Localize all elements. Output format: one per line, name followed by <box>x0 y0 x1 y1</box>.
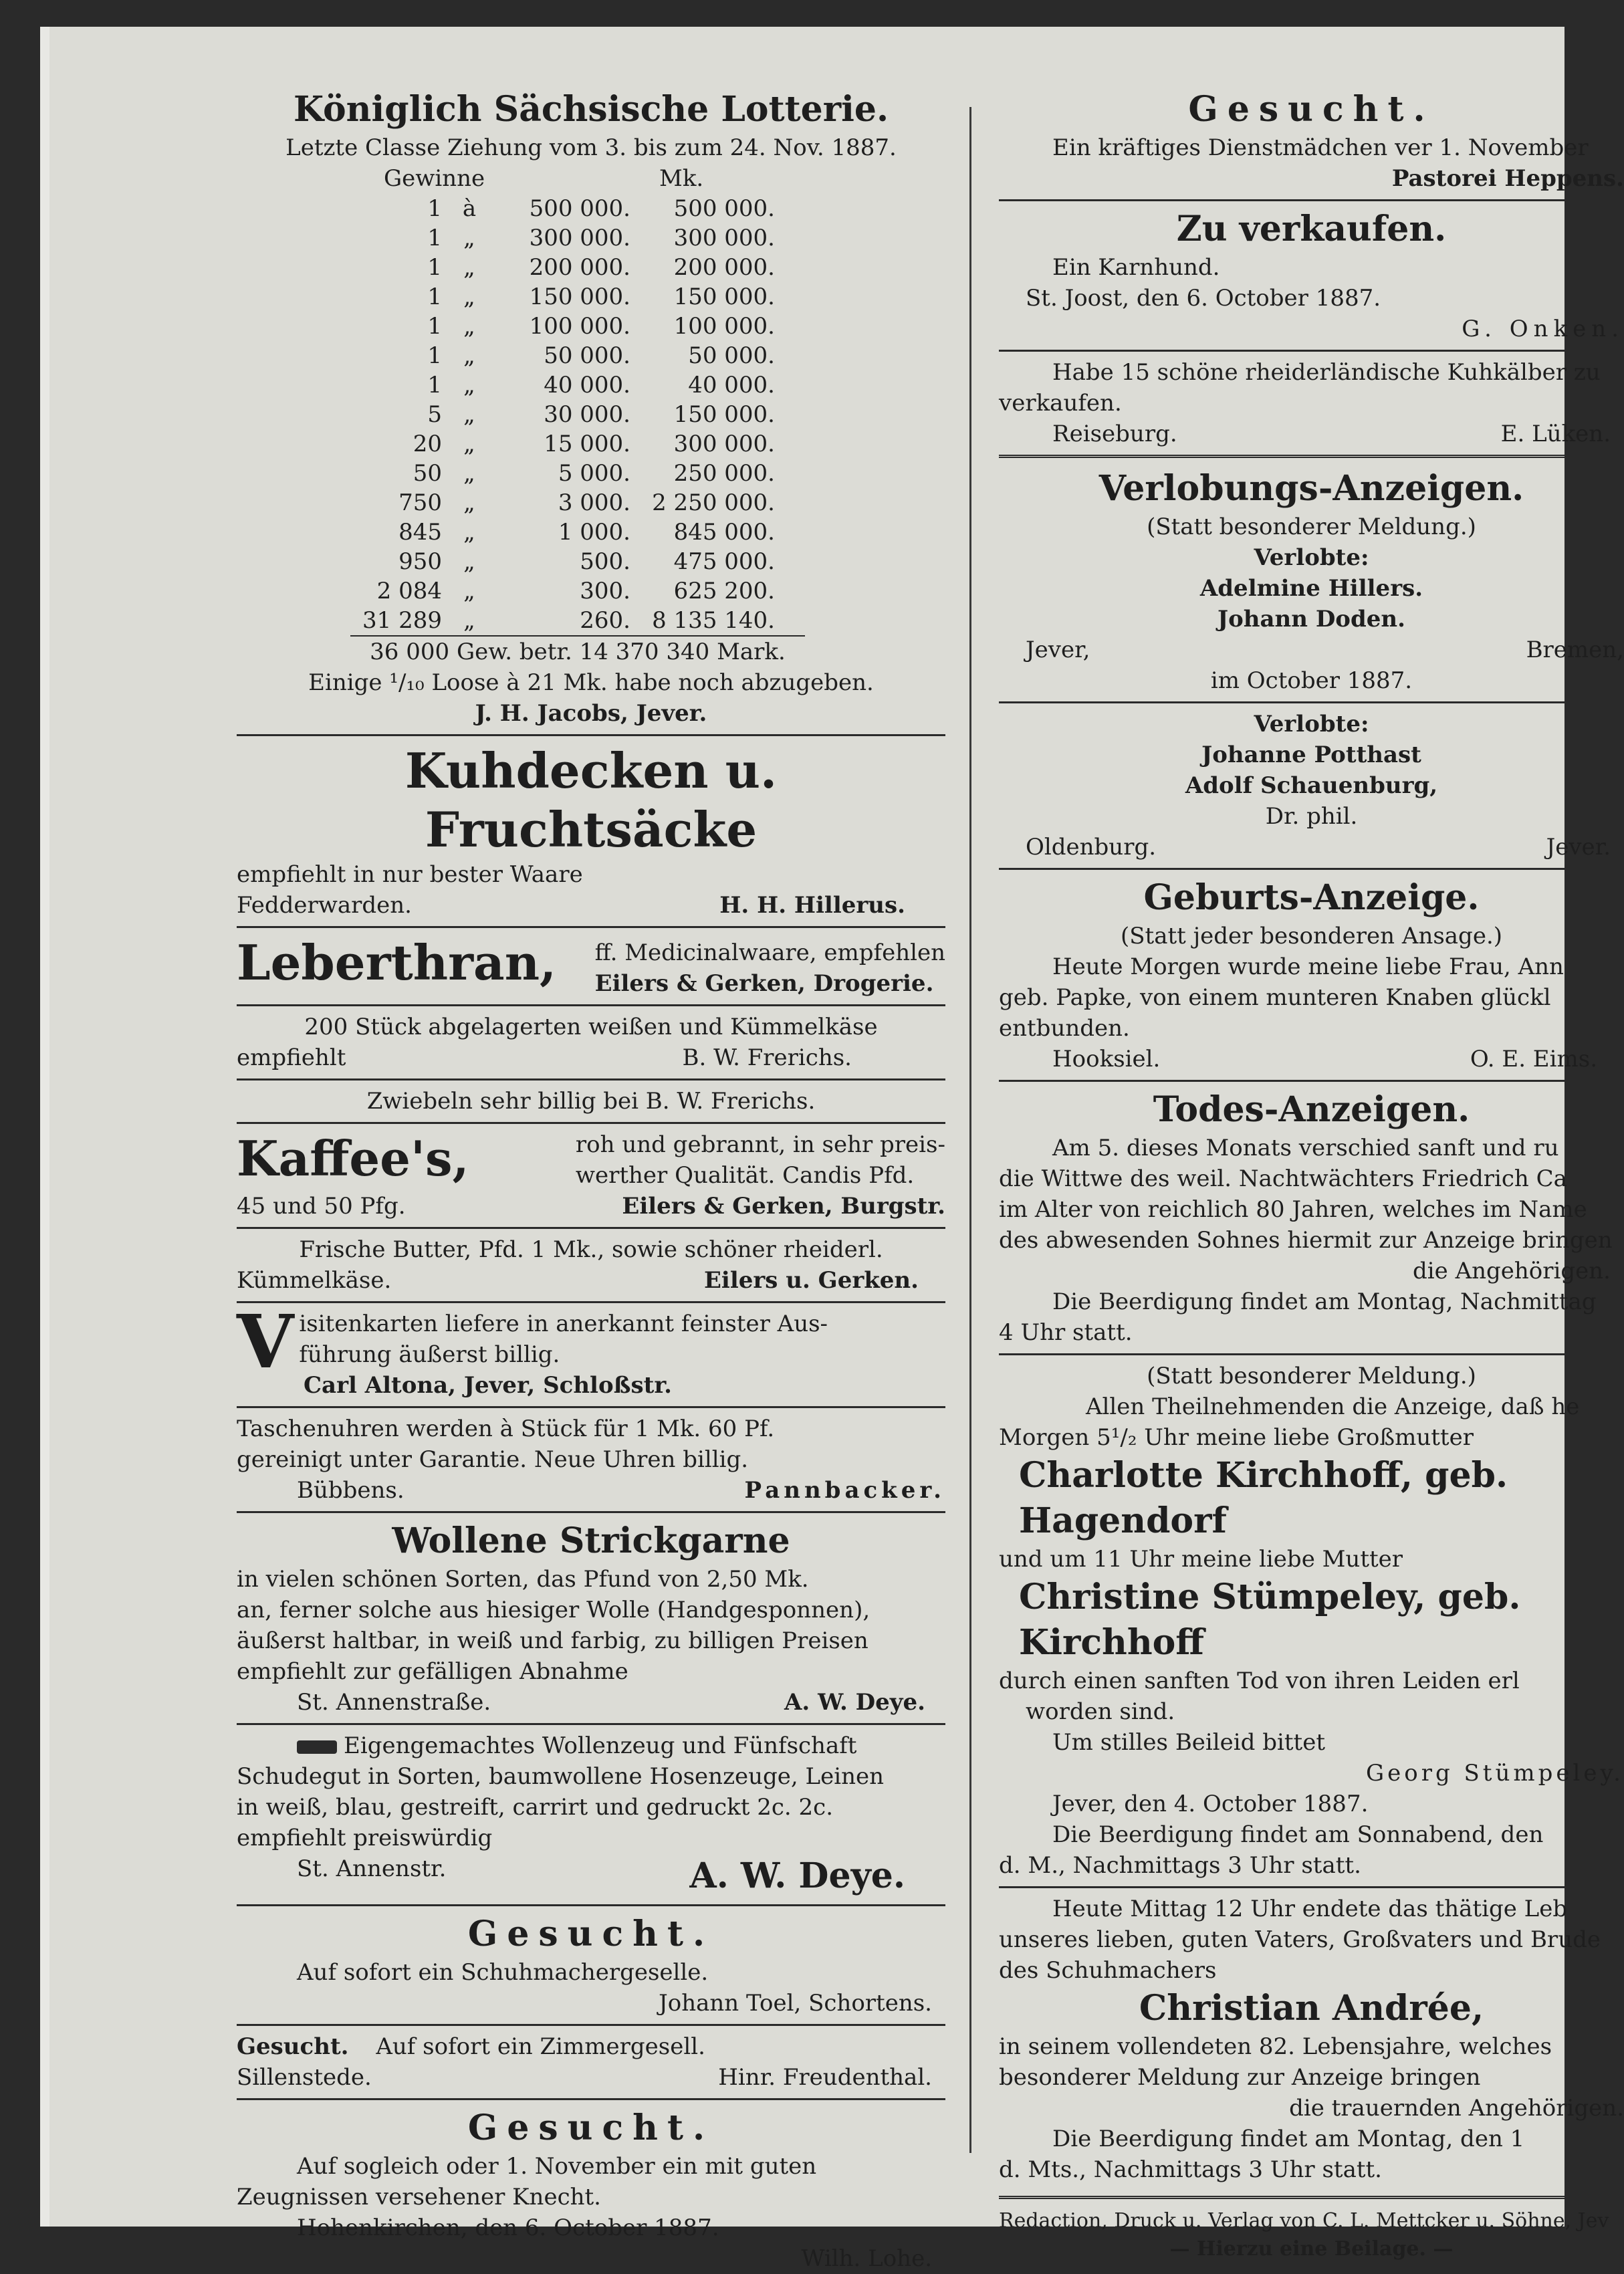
verkaufen-line2: St. Joost, den 6. October 1887. <box>1026 285 1381 312</box>
wollenzeug-line1 <box>297 1730 945 1761</box>
lottery-row <box>357 518 780 547</box>
gesucht2-row <box>237 2062 945 2093</box>
wollenzeug-line4: empfiehlt preiswürdig <box>237 1825 493 1851</box>
lottery-cell: 300 000. <box>529 225 630 251</box>
todes-line3: im Alter von reichlich 80 Jahren, welches im Name <box>999 1196 1587 1223</box>
lottery-cell: 50 000. <box>544 342 630 369</box>
lottery-row <box>357 576 780 606</box>
divider <box>999 1353 1624 1355</box>
lottery-cell: 5 000. <box>558 460 630 487</box>
divider <box>999 455 1624 461</box>
divider <box>237 1004 945 1006</box>
todes-m7: Georg Stümpeley. <box>1365 1760 1624 1787</box>
kuhdecken-place: Fedderwarden. <box>237 892 412 919</box>
gesucht3-title: Gesucht. <box>467 2108 715 2148</box>
lottery-row <box>357 312 780 341</box>
lottery-cell: 2 084 <box>376 578 442 604</box>
todes-m9: Die Beerdigung findet am Sonnabend, den <box>1052 1821 1544 1848</box>
wolle-row <box>237 1687 945 1718</box>
lottery-cell: 5 <box>427 401 442 428</box>
kuhdecken-line: empfiehlt in nur bester Waare <box>237 861 583 888</box>
todes-name2: Christine Stümpeley, geb. Kirchhoff <box>1019 1577 1521 1663</box>
column-divider <box>969 107 971 2153</box>
kuhkaelber-place: Reiseburg. <box>1052 421 1177 447</box>
verlobung-verlobte: Verlobte: <box>1254 544 1369 571</box>
visiten-sign: Carl Altona, Jever, Schloßstr. <box>304 1372 672 1399</box>
lottery-cell: „ <box>463 489 475 516</box>
divider <box>999 199 1624 201</box>
lottery-cell: „ <box>463 372 475 399</box>
lottery-cell: 845 000. <box>673 519 775 546</box>
kaese-empfiehlt: empfiehlt <box>237 1044 346 1071</box>
todes-m8: Jever, den 4. October 1887. <box>1052 1791 1369 1817</box>
todes-name1: Charlotte Kirchhoff, geb. Hagendorf <box>1019 1455 1508 1541</box>
lottery-cell: 1 000. <box>558 519 630 546</box>
divider <box>237 926 945 928</box>
lottery-cell: 50 <box>413 460 442 487</box>
lottery-cell: „ <box>463 401 475 428</box>
lottery-cell: „ <box>463 460 475 487</box>
visiten-ad <box>237 1298 945 1401</box>
todes-sub2: (Statt besonderer Meldung.) <box>1147 1363 1476 1389</box>
footer-beilage: — Hierzu eine Beilage. — <box>1169 2237 1454 2261</box>
verlobung-sub: (Statt besonderer Meldung.) <box>1147 514 1476 540</box>
kaffee-text <box>576 1129 945 1191</box>
lottery-row <box>357 282 780 312</box>
divider <box>999 350 1624 352</box>
geburt-line1: Heute Morgen wurde meine liebe Frau, Ann <box>1052 953 1564 980</box>
wolle-sign: A. W. Deye. <box>784 1689 925 1716</box>
todes-k2: unseres lieben, guten Vaters, Großvaters und Brude <box>999 1926 1601 1953</box>
geburt-line3: entbunden. <box>999 1015 1130 1042</box>
butter-kaese: Kümmelkäse. <box>237 1267 392 1294</box>
verlobung-name3: Johanne Potthast <box>1201 742 1421 768</box>
divider <box>999 1080 1624 1082</box>
uhren-sign: Pannbacker. <box>744 1477 945 1504</box>
divider <box>237 734 945 736</box>
butter-sign: Eilers u. Gerken. <box>704 1267 919 1294</box>
divider <box>999 2196 1624 2202</box>
todes-m4: durch einen sanften Tod von ihren Leiden erl <box>999 1668 1520 1694</box>
gesucht3-line2: Zeugnissen versehener Knecht. <box>237 2184 601 2210</box>
left-column <box>237 87 945 2274</box>
leberthran-title: Leberthran, <box>237 934 557 991</box>
todes-k5: besonderer Meldung zur Anzeige bringen <box>999 2064 1481 2091</box>
todes-k1: Heute Mittag 12 Uhr endete das thätige Leb <box>1052 1896 1568 1922</box>
todes-m2: Morgen 5¹/₂ Uhr meine liebe Großmutter <box>999 1424 1474 1451</box>
footer-imprint: Redaction, Druck u. Verlag von C. L. Mettcker u. Söhne, Jev <box>999 2209 1609 2233</box>
lottery-cell: 20 <box>413 431 442 457</box>
gesucht2-sign: Hinr. Freudenthal. <box>718 2064 932 2091</box>
verlobung-place-a: Jever, <box>1026 637 1090 663</box>
newspaper-page <box>40 27 1624 2272</box>
lottery-cell: 3 000. <box>558 489 630 516</box>
lottery-cell: 15 000. <box>544 431 630 457</box>
lottery-cell: „ <box>463 578 475 604</box>
gesucht3-line3: Hohenkirchen, den 6. October 1887. <box>297 2214 719 2241</box>
lottery-note: Einige ¹/₁₀ Loose à 21 Mk. habe noch abzugeben. <box>308 669 874 696</box>
lottery-cell: 300 000. <box>673 225 775 251</box>
kaese-row <box>237 1042 945 1073</box>
lottery-cell: 300 000. <box>673 431 775 457</box>
lottery-cell: 150 000. <box>529 283 630 310</box>
kuhkaelber-line1: Habe 15 schöne rheiderländische Kuhkälber zu <box>1052 359 1601 386</box>
todes-m1: Allen Theilnehmenden die Anzeige, daß he <box>1086 1393 1580 1420</box>
kaffee-ad <box>237 1129 945 1191</box>
uhren-line2: gereinigt unter Garantie. Neue Uhren billig. <box>237 1446 749 1473</box>
gesucht2-text: Auf sofort ein Zimmergesell. <box>376 2033 705 2060</box>
lottery-cell: 500. <box>580 548 630 575</box>
lottery-cell: 750 <box>398 489 442 516</box>
verlobung-place-b: Bremen, <box>1526 637 1624 663</box>
lottery-cell: 260. <box>580 607 630 634</box>
gesucht2-line1 <box>237 2031 945 2062</box>
divider <box>237 1227 945 1229</box>
kuhdecken-sign-row <box>237 890 945 921</box>
lottery-cell: 1 <box>427 313 442 340</box>
lottery-row <box>357 547 780 576</box>
todes-m10: d. M., Nachmittags 3 Uhr statt. <box>999 1852 1361 1879</box>
zwiebeln-line: Zwiebeln sehr billig bei B. W. Frerichs. <box>366 1088 816 1115</box>
leberthran-line1: ff. Medicinalwaare, empfehlen <box>594 939 945 966</box>
gesucht1-sign: Johann Toel, Schortens. <box>659 1990 932 2017</box>
visiten-line2: führung äußerst billig. <box>299 1341 560 1368</box>
r-gesucht-line1: Ein kräftiges Dienstmädchen ver 1. November <box>1052 134 1589 161</box>
verlobung-places2 <box>999 832 1624 863</box>
lottery-cell: „ <box>463 313 475 340</box>
todes-k4: in seinem vollendeten 82. Lebensjahre, welches <box>999 2033 1552 2060</box>
kaffee-line2: werther Qualität. Candis Pfd. <box>575 1162 915 1189</box>
lottery-cell: 30 000. <box>544 401 630 428</box>
divider <box>237 1078 945 1081</box>
verlobung-title: Verlobungs-Anzeigen. <box>1098 468 1524 509</box>
lottery-table <box>357 194 780 635</box>
gesucht1-line1: Auf sofort ein Schuhmachergeselle. <box>297 1959 709 1986</box>
leberthran-line2: Eilers & Gerken, Drogerie. <box>594 970 934 997</box>
lottery-cell: 50 000. <box>688 342 775 369</box>
divider <box>237 1122 945 1124</box>
verlobung-verlobte2: Verlobte: <box>1254 711 1369 737</box>
wollenzeug-place: St. Annenstr. <box>297 1855 447 1882</box>
lottery-cell: 100 000. <box>529 313 630 340</box>
lottery-row <box>357 253 780 282</box>
lottery-row <box>357 488 780 518</box>
lottery-cell: 100 000. <box>673 313 775 340</box>
geburt-title: Geburts-Anzeige. <box>1143 877 1480 918</box>
divider <box>999 701 1624 703</box>
divider <box>237 2098 945 2100</box>
geburt-sub: (Statt jeder besonderen Ansage.) <box>1120 923 1503 949</box>
todes-line6: Die Beerdigung findet am Montag, Nachmittag <box>1052 1288 1597 1315</box>
divider <box>999 868 1624 870</box>
todes-line5: die Angehörigen. <box>1413 1258 1611 1284</box>
butter-row <box>237 1265 945 1296</box>
lottery-cell: „ <box>463 283 475 310</box>
lottery-cell: 475 000. <box>673 548 775 575</box>
verlobung-places <box>999 635 1624 665</box>
lottery-cell: 1 <box>427 195 442 222</box>
todes-m6: Um stilles Beileid bittet <box>1052 1729 1325 1756</box>
kaffee-row <box>237 1191 945 1222</box>
geburt-sign: O. E. Eims. <box>1470 1046 1597 1072</box>
lottery-cell: à <box>462 195 477 222</box>
verlobung-date: im October 1887. <box>1210 667 1413 694</box>
todes-k6: die trauernden Angehörigen. <box>1289 2095 1624 2122</box>
leberthran-ad <box>237 933 945 999</box>
gesucht3-sign: Wilh. Lohe. <box>801 2245 932 2272</box>
verlobung-place-d: Jever. <box>1546 834 1611 861</box>
lottery-cell: 150 000. <box>673 283 775 310</box>
lottery-cell: „ <box>463 548 475 575</box>
wollenzeug-line3: in weiß, blau, gestreift, carrirt und gedruckt 2c. 2c. <box>237 1794 834 1821</box>
lottery-header <box>384 163 945 194</box>
wollenzeug-line2: Schudegut in Sorten, baumwollene Hosenzeuge, Leinen <box>237 1763 884 1790</box>
todes-line2: die Wittwe des weil. Nachtwächters Friedrich Ca <box>999 1165 1567 1192</box>
verkaufen-line1: Ein Karnhund. <box>1052 254 1220 281</box>
lottery-total: 36 000 Gew. betr. 14 370 340 Mark. <box>350 635 805 667</box>
lottery-cell: 1 <box>427 254 442 281</box>
gesucht2-label: Gesucht. <box>237 2033 349 2060</box>
lottery-row <box>357 341 780 370</box>
todes-m5: worden sind. <box>1026 1698 1175 1725</box>
lottery-row <box>357 194 780 223</box>
lottery-row <box>357 223 780 253</box>
geburt-row <box>999 1044 1624 1074</box>
kuhkaelber-line2: verkaufen. <box>999 390 1122 417</box>
lottery-cell: 1 <box>427 283 442 310</box>
verlobung-name2: Johann Doden. <box>1217 606 1405 633</box>
divider <box>237 1723 945 1725</box>
lottery-cell: 150 000. <box>673 401 775 428</box>
kaese-line1: 200 Stück abgelagerten weißen und Kümmelkäse <box>304 1014 878 1040</box>
leberthran-text <box>595 937 945 999</box>
lottery-cell: 950 <box>398 548 442 575</box>
pointing-hand-icon <box>297 1740 337 1754</box>
wolle-title: Wollene Strickgarne <box>392 1520 790 1561</box>
todes-k8: d. Mts., Nachmittags 3 Uhr statt. <box>999 2156 1382 2183</box>
lottery-cell: 200 000. <box>529 254 630 281</box>
lottery-cell: 250 000. <box>673 460 775 487</box>
kaese-sign: B. W. Frerichs. <box>682 1044 852 1071</box>
geburt-place: Hooksiel. <box>1052 1046 1161 1072</box>
r-gesucht-sign: Pastorei Heppens. <box>1391 165 1624 192</box>
kaffee-line1: roh und gebrannt, in sehr preis- <box>575 1131 945 1158</box>
divider <box>237 1406 945 1408</box>
todes-line7: 4 Uhr statt. <box>999 1319 1133 1346</box>
lottery-cell: 845 <box>398 519 442 546</box>
lottery-cell: „ <box>463 607 475 634</box>
kuhkaelber-sign: E. Lüken. <box>1500 421 1611 447</box>
kuhdecken-sign: H. H. Hillerus. <box>719 892 905 919</box>
lottery-row <box>357 429 780 459</box>
lottery-row <box>357 370 780 400</box>
geburt-line2: geb. Papke, von einem munteren Knaben glückl <box>999 984 1551 1011</box>
lottery-cell: „ <box>463 342 475 369</box>
lottery-cell: 40 000. <box>688 372 775 399</box>
kuhkaelber-row <box>999 419 1624 449</box>
divider <box>237 1301 945 1303</box>
lottery-cell: 2 250 000. <box>652 489 775 516</box>
lottery-cell: 500 000. <box>673 195 775 222</box>
butter-line1: Frische Butter, Pfd. 1 Mk., sowie schöner rheiderl. <box>299 1236 883 1263</box>
lottery-cell: „ <box>463 254 475 281</box>
lottery-cell: 40 000. <box>544 372 630 399</box>
wollenzeug-row <box>237 1853 945 1899</box>
todes-line1: Am 5. dieses Monats verschied sanft und ru <box>1052 1135 1559 1161</box>
uhren-line1: Taschenuhren werden à Stück für 1 Mk. 60 Pf. <box>237 1415 775 1442</box>
lottery-cell: 300. <box>580 578 630 604</box>
gesucht3-line1: Auf sogleich oder 1. November ein mit guten <box>297 2153 817 2180</box>
gesucht1-title: Gesucht. <box>467 1914 715 1954</box>
verkaufen-title: Zu verkaufen. <box>1176 209 1447 249</box>
lottery-cell: 31 289 <box>362 607 442 634</box>
lottery-cell: 1 <box>427 225 442 251</box>
lottery-cell: „ <box>463 519 475 546</box>
lottery-sign: J. H. Jacobs, Jever. <box>475 700 707 727</box>
lottery-head-gewinne: Gewinne <box>384 165 485 192</box>
verkaufen-sign: G. Onken. <box>1462 316 1624 342</box>
kaffee-sign: Eilers & Gerken, Burgstr. <box>622 1193 945 1220</box>
todes-k3: des Schuhmachers <box>999 1957 1217 1984</box>
wollenzeug-line1-text: Eigengemachtes Wollenzeug und Fünfschaft <box>344 1732 857 1759</box>
divider <box>237 2024 945 2026</box>
lottery-cell: 1 <box>427 342 442 369</box>
todes-name3: Christian Andrée, <box>1139 1988 1484 2029</box>
verlobung-name4: Adolf Schauenburg, <box>1185 772 1438 799</box>
verlobung-name5: Dr. phil. <box>1265 803 1358 830</box>
todes-k7: Die Beerdigung findet am Montag, den 1 <box>1052 2126 1525 2152</box>
verlobung-name1: Adelmine Hillers. <box>1199 575 1423 602</box>
lottery-row <box>357 400 780 429</box>
wollenzeug-sign: A. W. Deye. <box>689 1855 905 1896</box>
visiten-initial: V <box>237 1298 294 1385</box>
todes-m3: und um 11 Uhr meine liebe Mutter <box>999 1546 1403 1573</box>
lottery-row <box>357 459 780 488</box>
lottery-cell: 625 200. <box>673 578 775 604</box>
wolle-line3: äußerst haltbar, in weiß und farbig, zu billigen Preisen <box>237 1627 868 1654</box>
kaffee-price: 45 und 50 Pfg. <box>237 1193 406 1220</box>
divider <box>237 1511 945 1513</box>
lottery-cell: 1 <box>427 372 442 399</box>
verlobung-place-c: Oldenburg. <box>1026 834 1157 861</box>
lottery-head-mk: Mk. <box>659 165 704 192</box>
wolle-line2: an, ferner solche aus hiesiger Wolle (Handgesponnen), <box>237 1597 871 1623</box>
todes-title: Todes-Anzeigen. <box>1153 1089 1470 1130</box>
lottery-subtitle: Letzte Classe Ziehung vom 3. bis zum 24. Nov. 1887. <box>285 134 897 161</box>
divider <box>237 1904 945 1906</box>
lottery-title: Königlich Sächsische Lotterie. <box>293 89 889 130</box>
uhren-place: Bübbens. <box>297 1477 404 1504</box>
divider <box>999 1886 1624 1888</box>
lottery-row <box>357 606 780 635</box>
visiten-line1: isitenkarten liefere in anerkannt feinster Aus- <box>299 1311 828 1337</box>
kuhdecken-title: Kuhdecken u. Fruchtsäcke <box>404 742 778 858</box>
lottery-cell: 8 135 140. <box>652 607 775 634</box>
kaffee-title: Kaffee's, <box>237 1130 469 1187</box>
gesucht2-place: Sillenstede. <box>237 2064 372 2091</box>
lottery-cell: „ <box>463 225 475 251</box>
wolle-place: St. Annenstraße. <box>297 1689 491 1716</box>
wolle-line4: empfiehlt zur gefälligen Abnahme <box>237 1658 628 1685</box>
r-gesucht-title: Gesucht. <box>1188 89 1435 130</box>
wolle-line1: in vielen schönen Sorten, das Pfund von 2,50 Mk. <box>237 1566 809 1593</box>
lottery-cell: „ <box>463 431 475 457</box>
right-column <box>999 87 1624 2263</box>
uhren-row <box>237 1475 945 1506</box>
lottery-cell: 200 000. <box>673 254 775 281</box>
lottery-cell: 500 000. <box>529 195 630 222</box>
todes-line4: des abwesenden Sohnes hiermit zur Anzeige bringen <box>999 1227 1613 1254</box>
